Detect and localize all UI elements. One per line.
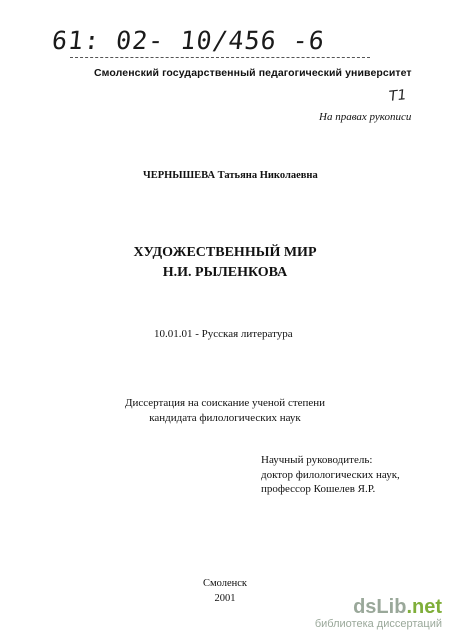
- title-line-1: ХУДОЖЕСТВЕННЫЙ МИР: [133, 245, 317, 260]
- city: Смоленск: [202, 578, 248, 589]
- watermark-brand-prefix: dsLib: [353, 596, 407, 618]
- author-name: ЧЕРНЫШЕВА Татьяна Николаевна: [143, 170, 318, 181]
- stamp-underline: [70, 57, 370, 58]
- watermark-brand-suffix: .net: [406, 596, 442, 618]
- dissertation-degree: [0, 396, 450, 426]
- dissertation-title: [0, 243, 450, 283]
- supervisor-degree: доктор филологических наук,: [261, 468, 400, 481]
- handwritten-catalog-number: 61: 02- 10/456 -6: [50, 26, 327, 55]
- handwritten-corner-note: Т1: [388, 87, 408, 105]
- manuscript-rights-note: На правах рукописи: [319, 111, 412, 123]
- university-name: Смоленский государственный педагогический университет: [94, 67, 412, 79]
- title-line-2: Н.И. РЫЛЕНКОВА: [162, 265, 288, 280]
- degree-line-2: кандидата филологических наук: [149, 412, 301, 424]
- watermark-subtitle: библиотека диссертаций: [314, 618, 442, 630]
- supervisor-heading: Научный руководитель:: [261, 454, 373, 466]
- supervisor-block: [261, 453, 400, 497]
- watermark-logo: [315, 596, 442, 618]
- supervisor-name: профессор Кошелев Я.Р.: [261, 483, 376, 495]
- specialty-code: 10.01.01 - Русская литература: [154, 328, 293, 340]
- site-watermark: [315, 596, 442, 630]
- year: 2001: [214, 593, 236, 604]
- degree-line-1: Диссертация на соискание ученой степени: [124, 397, 326, 409]
